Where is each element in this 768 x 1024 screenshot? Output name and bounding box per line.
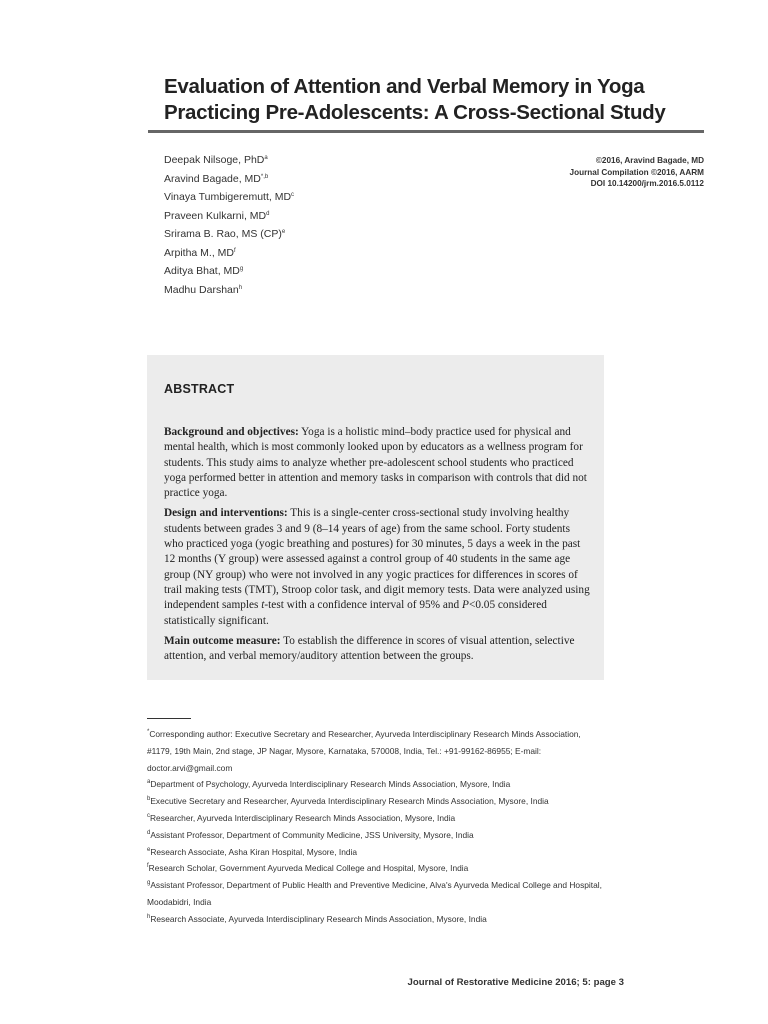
title-divider [148, 130, 704, 133]
footnote: $^d$Assistant Professor, Department of Community Medicine, JSS University, Mysore, India [147, 829, 474, 840]
italic-t: t [261, 599, 265, 612]
author-list [164, 151, 294, 299]
abstract-box [147, 355, 604, 680]
copyright-block [570, 155, 704, 190]
author: Praveen Kulkarni, $MD^d$ [164, 209, 270, 222]
abstract-section-background [164, 425, 592, 501]
footnote: $^e$Research Associate, Asha Kiran Hospital, Mysore, India [147, 846, 358, 857]
footnote: $^f$Research Scholar, Government Ayurveda Medical College and Hospital, Mysore, India [147, 863, 469, 874]
journal-compilation-line: Journal Compilation ©2016, AARM [569, 167, 704, 177]
footnote: $^a$Department of Psychology, Ayurveda Interdisciplinary Research Minds Association, Mysore, India [147, 779, 511, 790]
author: Madhu Darshan$^h$ [164, 283, 243, 296]
paper-title [164, 74, 724, 126]
paper-title-line-1: Evaluation of Attention and Verbal Memory in Yoga [164, 75, 645, 98]
section-text: -test with a confidence interval of 95% and [264, 599, 460, 612]
section-text: <0.05 considered statistically significant. [164, 599, 547, 627]
section-text: To establish the difference in scores of visual attention, selective attention, and verbal memory/auditory attention between the groups. [164, 634, 575, 663]
author: Vinaya Tumbigeremutt, $MD^c$ [164, 191, 295, 203]
paper-title-line-2: Practicing Pre-Adolescents: A Cross-Sectional Study [164, 101, 666, 124]
copyright-line: ©2016, Aravind Bagade, MD [595, 156, 704, 165]
footnote-corresponding: *Corresponding author: Executive Secretary and Researcher, Ayurveda Interdisciplinary Research Minds Association, #1179, 19th Main, 2nd stage, JP Nagar, Mysore, Karnataka, 570008, India, Tel.: +91-99162-86955; E-mail: doctor.arvi@gmail.com [147, 729, 581, 773]
section-label: Design and interventions: [164, 507, 288, 520]
footnotes [147, 726, 607, 928]
abstract-section-design [164, 506, 592, 628]
author: Arpitha M., $MD^f$ [164, 246, 236, 259]
author: Aravind Bagade, $MD^{*,b}$ [164, 172, 269, 185]
footnote: $^h$Research Associate, Ayurveda Interdisciplinary Research Minds Association, Mysore, India [147, 913, 487, 924]
footnote-divider [147, 718, 191, 719]
doi-line: DOI 10.14200/jrm.2016.5.0112 [590, 179, 704, 188]
section-label: Main outcome measure: [164, 634, 281, 647]
abstract-body [164, 425, 592, 669]
section-text: Yoga is a holistic mind–body practice used for physical and mental health, which is most commonly looked upon by educators as a wellness program for students. This study aims to analyze whether pre-adolescent school students who practiced yoga performed better in attention and memory tasks in comparison with controls that did not practice yoga. [164, 426, 587, 500]
footnote: $^c$Researcher, Ayurveda Interdisciplinary Research Minds Association, Mysore, India [147, 812, 456, 823]
abstract-heading: ABSTRACT [164, 382, 235, 396]
author: Aditya Bhat, $MD^g$ [164, 265, 244, 277]
italic-p: P [462, 599, 469, 612]
footnote: $^b$Executive Secretary and Researcher, Ayurveda Interdisciplinary Research Minds Association, Mysore, India [147, 796, 549, 807]
footnote: $^g$Assistant Professor, Department of Public Health and Preventive Medicine, Alva's Ayurveda Medical College and Hospital, Moodabidri, India [147, 880, 602, 907]
author: Deepak Nilsoge, PhD$^a$ [164, 154, 268, 166]
page-footer: Journal of Restorative Medicine 2016; 5: page 3 [407, 977, 624, 988]
section-label: Background and objectives: [164, 426, 299, 438]
abstract-section-outcome [164, 634, 592, 665]
author: Srirama B. Rao, MS (CP)$^e$ [164, 228, 286, 240]
section-text: This is a single-center cross-sectional study involving healthy students between grades 3 and 9 (8–14 years of age) from the same school. Forty students who practiced yoga (yogic breathing and postures) for 30 minutes, 5 days a week in the past 12 months (Y group) were assessed against a control group of 40 students in the same age group (NY group) who were not involved in any yogic practices for differences in scores of trail making tests (TMT), Stroop color task, and digit memory tests. Data were analyzed using independent samples [164, 507, 590, 612]
